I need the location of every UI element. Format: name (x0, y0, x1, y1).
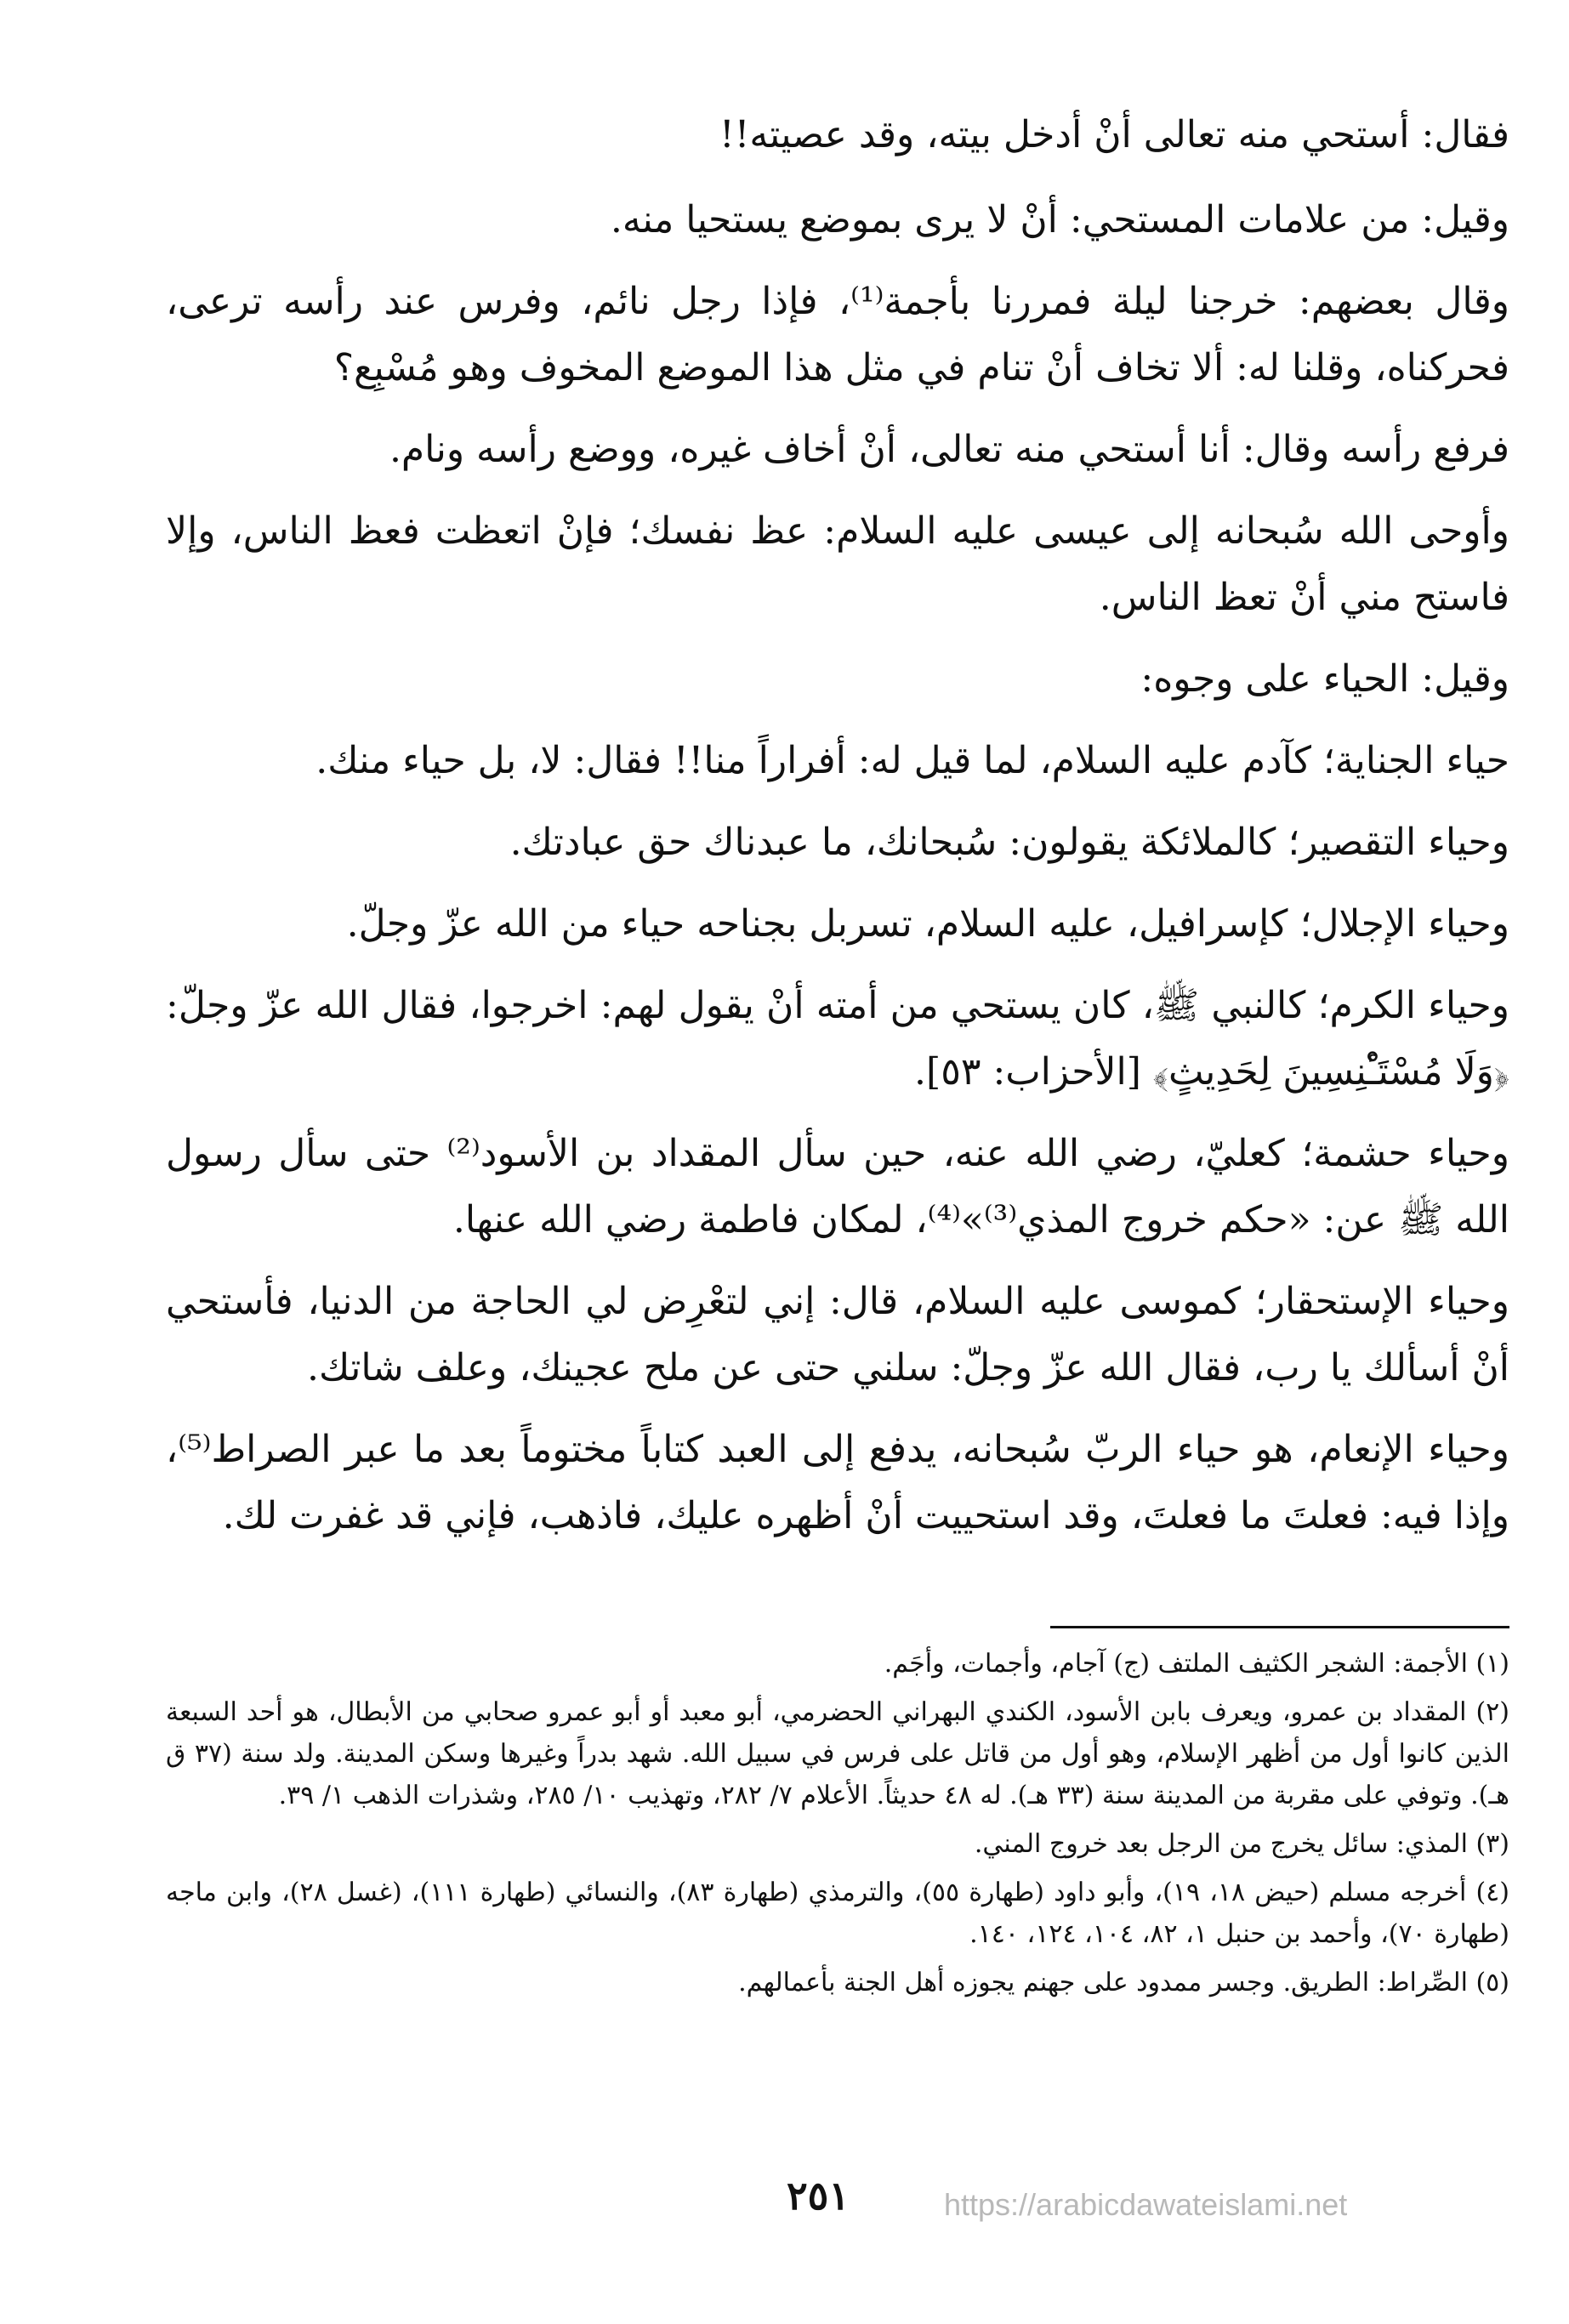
paragraph-10: وحياء الكرم؛ كالنبي ﷺ، كان يستحي من أمته أنْ يقول لهم: اخرجوا، فقال الله عزّ وجلّ: ﴿وَلَا مُسْتَـْٔنِسِينَ لِحَدِيثٍ﴾ [الأحزاب: ٥٣]. (166, 984, 1509, 1094)
page-number: ٢٥١ (786, 2173, 850, 2219)
footnotes (166, 1643, 1509, 2010)
paragraph-11: وحياء حشمة؛ كعليّ، رضي الله عنه، حين سأل المقداد بن الأسود⁽²⁾ حتى سأل رسول الله ﷺ عن: «حكم خروج المذي⁽³⁾»⁽⁴⁾، لمكان فاطمة رضي الله عنها. (166, 1132, 1509, 1242)
paragraph-13: وحياء الإنعام، هو حياء الربّ سُبحانه، يدفع إلى العبد كتاباً مختوماً بعد ما عبر الصراط⁽⁵⁾، وإذا فيه: فعلتَ ما فعلتَ، وقد استحييت أنْ أظهره عليك، فاذهب، فإني قد غفرت لك. (166, 1428, 1509, 1537)
watermark-url: https://arabicdawateislami.net (944, 2187, 1348, 2222)
paragraph-4: فرفع رأسه وقال: أنا أستحي منه تعالى، أنْ أخاف غيره، ووضع رأسه ونام. (389, 428, 1509, 471)
footnote-divider (1050, 1626, 1509, 1628)
footnote-1: (١) الأجمة: الشجر الكثيف الملتف (ج) آجام، وأجمات، وأجَم. (884, 1649, 1509, 1679)
footnote-3: (٣) المذي: سائل يخرج من الرجل بعد خروج المني. (974, 1829, 1509, 1859)
paragraph-2: وقيل: من علامات المستحي: أنْ لا يرى بموضع يستحيا منه. (610, 198, 1509, 241)
paragraph-7: حياء الجناية؛ كآدم عليه السلام، لما قيل له: أفراراً منا!! فقال: لا، بل حياء منك. (316, 739, 1509, 782)
paragraph-9: وحياء الإجلال؛ كإسرافيل، عليه السلام، تسربل بجناحه حياء من الله عزّ وجلّ. (346, 902, 1509, 946)
paragraph-12: وحياء الإستحقار؛ كموسى عليه السلام، قال: إني لتعْرِض لي الحاجة من الدنيا، فأستحي أنْ أسألك يا رب، فقال الله عزّ وجلّ: سلني حتى عن ملح عجينك، وعلف شاتك. (166, 1280, 1509, 1389)
footnote-5: (٥) الصِّراط: الطريق. وجسر ممدود على جهنم يجوزه أهل الجنة بأعمالهم. (738, 1968, 1509, 1997)
paragraph-8: وحياء التقصير؛ كالملائكة يقولون: سُبحانك، ما عبدناك حق عبادتك. (509, 821, 1509, 864)
paragraph-5: وأوحى الله سُبحانه إلى عيسى عليه السلام: عظ نفسك؛ فإنْ اتعظت فعظ الناس، وإلا فاستح مني أنْ تعظ الناس. (166, 509, 1509, 619)
footnote-4: (٤) أخرجه مسلم (حيض ١٨، ١٩)، وأبو داود (طهارة ٥٥)، والترمذي (طهارة ٨٣)، والنسائي (طهارة ١١١)، (غسل ٢٨)، وابن ماجه (طهارة ٧٠)، وأحمد بن حنبل ١، ٨٢، ١٠٤، ١٢٤، ١٤٠. (166, 1878, 1509, 1949)
footnote-2: (٢) المقداد بن عمرو، ويعرف بابن الأسود، الكندي البهراني الحضرمي، أبو معبد أو أبو عمرو صحابي من الأبطال، هو أحد السبعة الذين كانوا أول من أظهر الإسلام، وهو أول من قاتل على فرس في سبيل الله. شهد بدراً وغيرها وسكن المدينة. ولد سنة (٣٧ ق هـ). وتوفي على مقربة من المدينة سنة (٣٣ هـ). له ٤٨ حديثاً. الأعلام ٧/ ٢٨٢، وتهذيب ١٠/ ٢٨٥، وشذرات الذهب ١/ ٣٩. (166, 1697, 1510, 1810)
paragraph-1: فقال: أستحي منه تعالى أنْ أدخل بيته، وقد عصيته!! (719, 113, 1509, 156)
main-text-body (166, 102, 1509, 1565)
paragraph-3: وقال بعضهم: خرجنا ليلة فمررنا بأجمة⁽¹⁾، فإذا رجل نائم، وفرس عند رأسه ترعى، فحركناه، وقلنا له: ألا تخاف أنْ تنام في مثل هذا الموضع المخوف وهو مُسْبِع؟ (166, 280, 1510, 389)
paragraph-6: وقيل: الحياء على وجوه: (1140, 657, 1509, 701)
